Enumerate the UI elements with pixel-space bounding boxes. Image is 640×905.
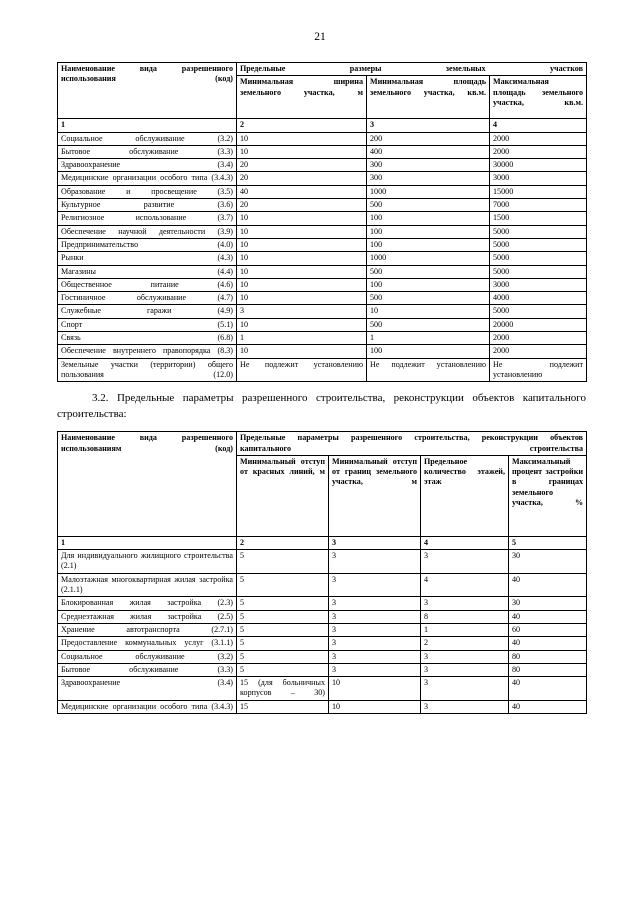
t1-r11-c3: 100 bbox=[367, 278, 490, 291]
t2-num-2: 2 bbox=[237, 536, 329, 549]
table-row bbox=[58, 132, 587, 145]
t1-header-col4: Максимальная площадь земельного участка, кв.м. bbox=[490, 76, 587, 119]
t1-r7-c2: 10 bbox=[237, 225, 367, 238]
t1-r7-name: Обеспечение научной деятельности (3.9) bbox=[58, 225, 237, 238]
t1-r16-c3: 100 bbox=[367, 345, 490, 358]
table-land-plot-sizes bbox=[57, 62, 587, 382]
t2-r9-c4: 3 bbox=[421, 700, 509, 713]
t1-r15-c2: 1 bbox=[237, 332, 367, 345]
t2-r3-c3: 3 bbox=[329, 610, 421, 623]
table-row bbox=[58, 677, 587, 701]
t1-r1-name: Бытовое обслуживание (3.3) bbox=[58, 145, 237, 158]
t2-r5-c2: 5 bbox=[237, 637, 329, 650]
t2-r3-c4: 8 bbox=[421, 610, 509, 623]
t1-r8-c2: 10 bbox=[237, 238, 367, 251]
t2-r1-c3: 3 bbox=[329, 573, 421, 597]
t1-r8-name: Предпринимательство (4.0) bbox=[58, 238, 237, 251]
t1-r17-name: Земельные участки (территории) общего пользования (12.0) bbox=[58, 358, 237, 382]
t1-r13-c4: 5000 bbox=[490, 305, 587, 318]
t1-r12-name: Гостиничное обслуживание (4.7) bbox=[58, 292, 237, 305]
t2-r1-c5: 40 bbox=[509, 573, 587, 597]
t1-r15-name: Связь (6.8) bbox=[58, 332, 237, 345]
t1-r15-c4: 2000 bbox=[490, 332, 587, 345]
t2-r4-c4: 1 bbox=[421, 623, 509, 636]
page-number: 21 bbox=[314, 31, 326, 43]
t2-r1-c2: 5 bbox=[237, 573, 329, 597]
page-content bbox=[57, 62, 586, 714]
t2-r6-c5: 80 bbox=[509, 650, 587, 663]
t1-r0-name: Социальное обслуживание (3.2) bbox=[58, 132, 237, 145]
t1-r2-c4: 30000 bbox=[490, 159, 587, 172]
t2-header-col1: Наименование вида разрешенного использованиям (код) bbox=[58, 432, 237, 537]
t2-r0-c2: 5 bbox=[237, 550, 329, 574]
t1-r6-c2: 10 bbox=[237, 212, 367, 225]
t2-r5-c3: 3 bbox=[329, 637, 421, 650]
table-row bbox=[58, 663, 587, 676]
t1-r9-c4: 5000 bbox=[490, 252, 587, 265]
t2-r2-c2: 5 bbox=[237, 597, 329, 610]
table-row bbox=[58, 700, 587, 713]
table-row bbox=[58, 345, 587, 358]
table-row bbox=[58, 172, 587, 185]
t2-r6-c4: 3 bbox=[421, 650, 509, 663]
t1-r3-name: Медицинские организации особого типа (3.4.3) bbox=[58, 172, 237, 185]
t1-r11-c4: 3000 bbox=[490, 278, 587, 291]
t2-r7-name: Бытовое обслуживание (3.3) bbox=[58, 663, 237, 676]
table-construction-parameters bbox=[57, 431, 587, 714]
table-row bbox=[58, 550, 587, 574]
table-row bbox=[58, 265, 587, 278]
t1-r14-name: Спорт (5.1) bbox=[58, 318, 237, 331]
t1-r10-c4: 5000 bbox=[490, 265, 587, 278]
t2-r7-c5: 80 bbox=[509, 663, 587, 676]
t2-r5-c5: 40 bbox=[509, 637, 587, 650]
t1-r2-c3: 300 bbox=[367, 159, 490, 172]
t2-r9-c5: 40 bbox=[509, 700, 587, 713]
t2-r5-name: Предоставление коммунальных услуг (3.1.1) bbox=[58, 637, 237, 650]
t1-r8-c4: 5000 bbox=[490, 238, 587, 251]
t1-r3-c3: 300 bbox=[367, 172, 490, 185]
table-row bbox=[58, 637, 587, 650]
t1-r1-c4: 2000 bbox=[490, 145, 587, 158]
table-row-numbering bbox=[58, 536, 587, 549]
t2-num-1: 1 bbox=[58, 536, 237, 549]
t1-r11-c2: 10 bbox=[237, 278, 367, 291]
t2-r2-c3: 3 bbox=[329, 597, 421, 610]
t2-r7-c4: 3 bbox=[421, 663, 509, 676]
t2-header-group: Предельные параметры разрешенного строительства, реконструкции объектов капитального строительства bbox=[237, 432, 587, 456]
t2-r7-c3: 3 bbox=[329, 663, 421, 676]
t1-r4-c4: 15000 bbox=[490, 185, 587, 198]
t1-r13-name: Служебные гаражи (4.9) bbox=[58, 305, 237, 318]
t1-r6-name: Религиозное использование (3.7) bbox=[58, 212, 237, 225]
table-row bbox=[58, 597, 587, 610]
table-row bbox=[58, 318, 587, 331]
t2-num-3: 3 bbox=[329, 536, 421, 549]
t2-r3-name: Среднеэтажная жилая застройка (2.5) bbox=[58, 610, 237, 623]
t1-r6-c4: 1500 bbox=[490, 212, 587, 225]
t1-r13-c2: 3 bbox=[237, 305, 367, 318]
t2-r3-c2: 5 bbox=[237, 610, 329, 623]
t1-header-col3: Минимальная площадь земельного участка, кв.м. bbox=[367, 76, 490, 119]
table-row bbox=[58, 305, 587, 318]
t2-r8-c2: 15 (для больничных корпусов – 30) bbox=[237, 677, 329, 701]
t1-r17-c4: Не подлежит установлению bbox=[490, 358, 587, 382]
table-row-header-group bbox=[58, 63, 587, 76]
t1-r5-c4: 7000 bbox=[490, 199, 587, 212]
t2-header-col5: Максимальный процент застройки в границах земельного участка, % bbox=[509, 455, 587, 536]
table-row bbox=[58, 650, 587, 663]
t1-r14-c2: 10 bbox=[237, 318, 367, 331]
t2-r1-c4: 4 bbox=[421, 573, 509, 597]
table-row bbox=[58, 332, 587, 345]
table-row bbox=[58, 610, 587, 623]
t1-r3-c2: 20 bbox=[237, 172, 367, 185]
section-3-2-paragraph: 3.2. Предельные параметры разрешенного строительства, реконструкции объектов капитального строительства: bbox=[57, 392, 586, 420]
t1-r9-c2: 10 bbox=[237, 252, 367, 265]
t1-r10-c3: 500 bbox=[367, 265, 490, 278]
table-row bbox=[58, 145, 587, 158]
t2-r6-name: Социальное обслуживание (3.2) bbox=[58, 650, 237, 663]
t2-header-col2: Минимальный отступ от красных линий, м bbox=[237, 455, 329, 536]
t1-r2-name: Здравоохранение (3.4) bbox=[58, 159, 237, 172]
table-row bbox=[58, 292, 587, 305]
t2-r0-c4: 3 bbox=[421, 550, 509, 574]
t1-r9-c3: 1000 bbox=[367, 252, 490, 265]
table-row-header-group bbox=[58, 432, 587, 456]
table-row bbox=[58, 238, 587, 251]
t2-r5-c4: 2 bbox=[421, 637, 509, 650]
t1-r5-name: Культурное развитие (3.6) bbox=[58, 199, 237, 212]
t2-r0-c3: 3 bbox=[329, 550, 421, 574]
t1-r0-c2: 10 bbox=[237, 132, 367, 145]
t1-r12-c3: 500 bbox=[367, 292, 490, 305]
t1-r0-c3: 200 bbox=[367, 132, 490, 145]
t1-r14-c4: 20000 bbox=[490, 318, 587, 331]
t1-num-3: 3 bbox=[367, 119, 490, 132]
t1-header-col2: Минимальная ширина земельного участка, м bbox=[237, 76, 367, 119]
table-row bbox=[58, 225, 587, 238]
t2-r8-c4: 3 bbox=[421, 677, 509, 701]
table-row bbox=[58, 623, 587, 636]
t1-header-col1: Наименование вида разрешенного использования (код) bbox=[58, 63, 237, 119]
t1-r8-c3: 100 bbox=[367, 238, 490, 251]
table-row bbox=[58, 185, 587, 198]
t1-r16-c2: 10 bbox=[237, 345, 367, 358]
t1-header-group: Предельные размеры земельных участков bbox=[237, 63, 587, 76]
t2-r2-c4: 3 bbox=[421, 597, 509, 610]
table-row bbox=[58, 212, 587, 225]
t1-r7-c3: 100 bbox=[367, 225, 490, 238]
t1-r6-c3: 100 bbox=[367, 212, 490, 225]
t1-r5-c2: 20 bbox=[237, 199, 367, 212]
t1-r1-c2: 10 bbox=[237, 145, 367, 158]
t2-r8-c3: 10 bbox=[329, 677, 421, 701]
t2-r4-c5: 60 bbox=[509, 623, 587, 636]
t1-num-2: 2 bbox=[237, 119, 367, 132]
t2-num-5: 5 bbox=[509, 536, 587, 549]
t2-r4-name: Хранение автотранспорта (2.7.1) bbox=[58, 623, 237, 636]
table-row bbox=[58, 358, 587, 382]
t2-r2-name: Блокированная жилая застройка (2.3) bbox=[58, 597, 237, 610]
t1-r11-name: Общественное питание (4.6) bbox=[58, 278, 237, 291]
t1-r16-name: Обеспечение внутреннего правопорядка (8.3) bbox=[58, 345, 237, 358]
t2-r3-c5: 40 bbox=[509, 610, 587, 623]
t1-r5-c3: 500 bbox=[367, 199, 490, 212]
t1-r10-name: Магазины (4.4) bbox=[58, 265, 237, 278]
table-row-numbering bbox=[58, 119, 587, 132]
t1-r14-c3: 500 bbox=[367, 318, 490, 331]
t1-r10-c2: 10 bbox=[237, 265, 367, 278]
t1-r4-c2: 40 bbox=[237, 185, 367, 198]
t2-r7-c2: 5 bbox=[237, 663, 329, 676]
t1-r17-c2: Не подлежит установлению bbox=[237, 358, 367, 382]
t2-r0-c5: 30 bbox=[509, 550, 587, 574]
table-row bbox=[58, 159, 587, 172]
t1-num-1: 1 bbox=[58, 119, 237, 132]
t1-r9-name: Рынки (4.3) bbox=[58, 252, 237, 265]
t2-header-col4: Предельное количество этажей, этаж bbox=[421, 455, 509, 536]
t1-r1-c3: 400 bbox=[367, 145, 490, 158]
t2-r0-name: Для индивидуального жилищного строительства (2.1) bbox=[58, 550, 237, 574]
table-row bbox=[58, 252, 587, 265]
t1-r16-c4: 2000 bbox=[490, 345, 587, 358]
table-row bbox=[58, 573, 587, 597]
t2-r9-c2: 15 bbox=[237, 700, 329, 713]
table-row bbox=[58, 278, 587, 291]
t2-r6-c3: 3 bbox=[329, 650, 421, 663]
t1-r4-c3: 1000 bbox=[367, 185, 490, 198]
t2-r1-name: Малоэтажная многоквартирная жилая застройка (2.1.1) bbox=[58, 573, 237, 597]
t1-r13-c3: 10 bbox=[367, 305, 490, 318]
t2-r4-c3: 3 bbox=[329, 623, 421, 636]
t1-r12-c2: 10 bbox=[237, 292, 367, 305]
t2-num-4: 4 bbox=[421, 536, 509, 549]
t2-r2-c5: 30 bbox=[509, 597, 587, 610]
t2-r9-name: Медицинские организации особого типа (3.4.3) bbox=[58, 700, 237, 713]
t1-r15-c3: 1 bbox=[367, 332, 490, 345]
t1-num-4: 4 bbox=[490, 119, 587, 132]
t1-r17-c3: Не подлежит установлению bbox=[367, 358, 490, 382]
t2-header-col3: Минимальный отступ от границ земельного участка, м bbox=[329, 455, 421, 536]
t1-r3-c4: 3000 bbox=[490, 172, 587, 185]
t2-r9-c3: 10 bbox=[329, 700, 421, 713]
t2-r6-c2: 5 bbox=[237, 650, 329, 663]
t1-r4-name: Образование и просвещение (3.5) bbox=[58, 185, 237, 198]
t2-r8-c5: 40 bbox=[509, 677, 587, 701]
t1-r2-c2: 20 bbox=[237, 159, 367, 172]
t2-r4-c2: 5 bbox=[237, 623, 329, 636]
t1-r7-c4: 5000 bbox=[490, 225, 587, 238]
t1-r0-c4: 2000 bbox=[490, 132, 587, 145]
t1-r12-c4: 4000 bbox=[490, 292, 587, 305]
t2-r8-name: Здравоохранение (3.4) bbox=[58, 677, 237, 701]
table-row bbox=[58, 199, 587, 212]
